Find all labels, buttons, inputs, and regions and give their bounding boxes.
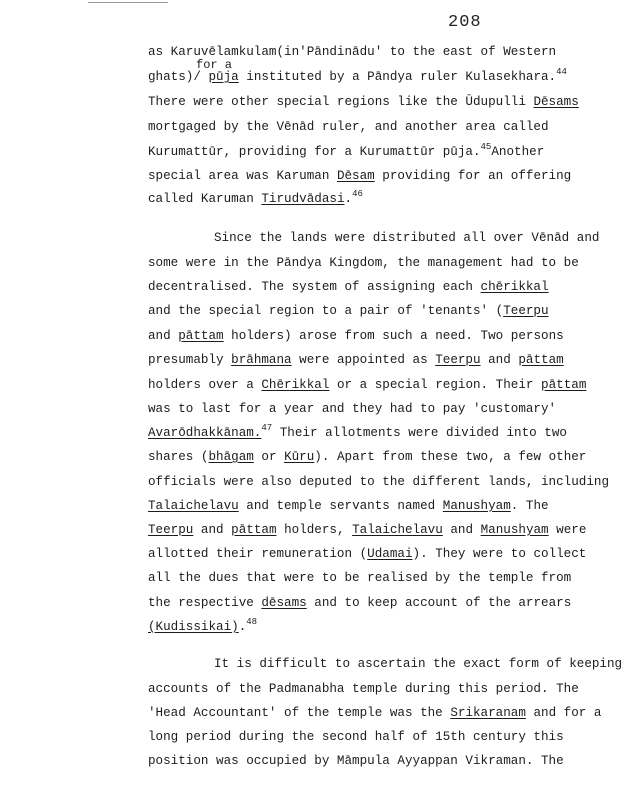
text-segment: .	[238, 620, 247, 634]
text-line	[148, 279, 549, 295]
text-segment: presumably	[148, 353, 232, 367]
underlined-term: pāttam	[541, 378, 587, 392]
footnote-ref: 48	[246, 617, 258, 627]
text-segment: some were in the Pāndya Kingdom, the management had to be	[148, 256, 579, 270]
text-segment: and	[442, 523, 481, 537]
underlined-term: brāhmana	[231, 353, 292, 367]
handwritten-insertion: for a	[196, 58, 233, 72]
underlined-term: pūja	[208, 70, 239, 84]
text-segment: accounts of the Padmanabha temple during this period. The	[148, 682, 579, 696]
underlined-term: pāttam	[231, 523, 277, 537]
text-segment: decentralised. The system of assigning each	[148, 280, 481, 294]
text-line	[148, 522, 586, 538]
text-line	[148, 595, 571, 611]
text-segment: were	[548, 523, 587, 537]
underlined-term: Manushyam	[480, 523, 549, 537]
underlined-term: pāttam	[518, 353, 564, 367]
text-line	[148, 352, 564, 368]
text-segment: or	[253, 450, 285, 464]
text-segment: called Karuman	[148, 192, 262, 206]
text-segment: Another	[491, 145, 545, 159]
text-segment: . The	[510, 499, 549, 513]
underlined-term: Udamai	[367, 547, 413, 561]
footnote-ref: 46	[352, 189, 363, 199]
text-line	[148, 168, 571, 184]
text-segment: mortgaged by the Vēnād ruler, and another area called	[148, 120, 549, 134]
text-line	[148, 328, 564, 344]
text-segment: position was occupied by Māmpula Ayyappan Vikraman. The	[148, 754, 564, 768]
footnote-ref: 47	[261, 423, 273, 433]
underlined-term: Teerpu	[148, 523, 194, 537]
text-line	[148, 449, 586, 465]
text-line	[148, 753, 564, 769]
underlined-term: Dēsam	[336, 169, 375, 183]
text-line	[148, 401, 556, 417]
text-line	[148, 191, 363, 207]
underlined-term: Avarōdhakkānam.	[148, 426, 262, 440]
text-segment: holders over a	[148, 378, 262, 392]
underlined-term: Srikaranam	[450, 706, 526, 720]
text-segment: Their allotments were divided into two	[272, 426, 567, 440]
text-segment: was to last for a year and they had to pay 'customary'	[148, 402, 557, 416]
text-segment: as Karuvēlamkulam(in'Pāndinādu' to the east of Western	[148, 45, 557, 59]
text-line	[148, 69, 567, 85]
text-line	[148, 619, 257, 635]
text-segment: and	[148, 329, 179, 343]
underlined-term: Dēsams	[533, 95, 579, 109]
text-segment: ). Apart from these two, a few other	[314, 450, 587, 464]
scan-edge-mark	[88, 2, 168, 3]
text-segment: and the special region to a pair of 'tenants' (	[148, 304, 504, 318]
text-segment: instituted by a Pāndya ruler Kulasekhara.	[238, 70, 557, 84]
text-segment: allotted their remuneration (	[148, 547, 368, 561]
text-segment: holders) arose from such a need. Two persons	[223, 329, 564, 343]
text-segment: and	[193, 523, 232, 537]
text-segment: 'Head Accountant' of the temple was the	[148, 706, 451, 720]
text-segment: Since the lands were distributed all over Vēnād and	[214, 231, 600, 245]
text-line	[214, 230, 599, 246]
text-line	[148, 94, 579, 110]
text-segment: all the dues that were to be realised by the temple from	[148, 571, 572, 585]
text-segment: and	[480, 353, 519, 367]
underlined-term: Talaichelavu	[148, 499, 239, 513]
underlined-term: dēsams	[261, 596, 307, 610]
text-line	[148, 570, 571, 586]
text-line	[148, 144, 544, 160]
text-segment: or a special region. Their	[329, 378, 542, 392]
underlined-term: pāttam	[178, 329, 224, 343]
text-line	[214, 656, 622, 672]
underlined-term: Teerpu	[503, 304, 549, 318]
text-segment: officials were also deputed to the different lands, including	[148, 475, 610, 489]
text-line	[148, 377, 586, 393]
text-segment: the respective	[148, 596, 262, 610]
page-number: 208	[448, 13, 482, 32]
text-segment: There were other special regions like the Ūdupulli	[148, 95, 534, 109]
text-segment: shares (	[148, 450, 209, 464]
underlined-term: Tirudvādasi	[261, 192, 345, 206]
text-segment: were appointed as	[291, 353, 436, 367]
footnote-ref: 45	[480, 142, 492, 152]
text-segment: and temple servants named	[238, 499, 443, 513]
text-segment: and to keep account of the arrears	[306, 596, 572, 610]
text-segment: Kurumattūr, providing for a Kurumattūr pūja.	[148, 145, 481, 159]
text-line	[148, 303, 549, 319]
text-line	[148, 498, 549, 514]
underlined-term: Kūru	[284, 450, 315, 464]
text-segment: holders,	[276, 523, 353, 537]
text-line	[148, 705, 601, 721]
underlined-term: chērikkal	[480, 280, 549, 294]
footnote-ref: 44	[556, 67, 567, 77]
text-segment: ). They were to collect	[412, 547, 587, 561]
underlined-term: Chērikkal	[261, 378, 330, 392]
text-segment: .	[344, 192, 353, 206]
text-segment: It is difficult to ascertain the exact form of keeping	[214, 657, 623, 671]
text-line	[148, 681, 579, 697]
text-line	[148, 425, 567, 441]
underlined-term: Manushyam	[442, 499, 511, 513]
text-line	[148, 119, 549, 135]
text-line	[148, 44, 556, 60]
underlined-term: Talaichelavu	[352, 523, 443, 537]
text-segment: long period during the second half of 15th century this	[148, 730, 564, 744]
text-segment: special area was Karuman	[148, 169, 337, 183]
text-line	[148, 546, 586, 562]
text-segment: providing for an offering	[374, 169, 572, 183]
text-line	[148, 474, 609, 490]
text-segment: and for a	[525, 706, 602, 720]
text-line	[148, 729, 564, 745]
underlined-term: bhāgam	[208, 450, 254, 464]
underlined-term: Teerpu	[435, 353, 481, 367]
underlined-term: (Kudissikai)	[148, 620, 239, 634]
text-line	[148, 255, 579, 271]
text-segment: ghats)/	[148, 70, 209, 84]
